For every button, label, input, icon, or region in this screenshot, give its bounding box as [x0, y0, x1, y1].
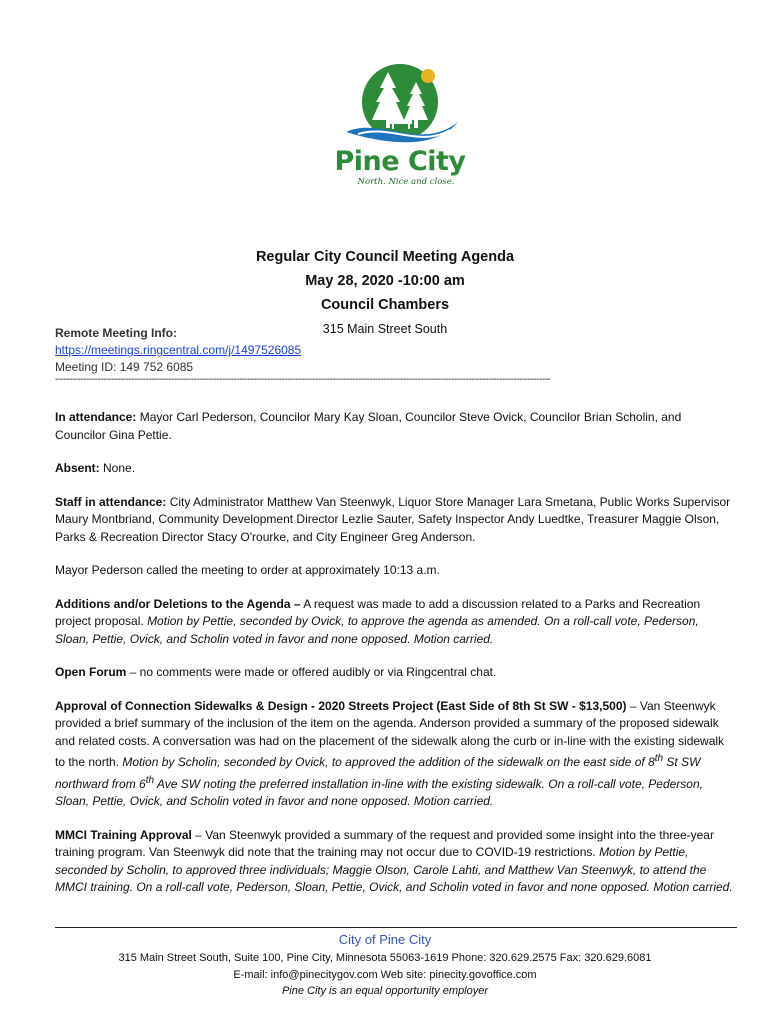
staff-paragraph: [55, 494, 735, 547]
sidewalks-paragraph: [55, 698, 735, 811]
mmci-paragraph: [55, 827, 735, 897]
additions-paragraph: [55, 596, 735, 649]
ringcentral-link[interactable]: https://meetings.ringcentral.com/j/1497526085: [55, 343, 302, 357]
remote-meeting-info: [55, 325, 301, 376]
minutes-body: [55, 409, 735, 913]
open-forum-text: – no comments were made or offered audibly or via Ringcentral chat.: [126, 665, 497, 679]
staff-text: City Administrator Matthew Van Steenwyk, Liquor Store Manager Lara Smetana, Public Works Supervisor Maury Montbriand, Community Development Director Lezlie Sauter, Safety Inspector Andy Luedtke, Treasurer Maggie Olson, Parks & Recreation Director Stacy O'rourke, and City Engineer Greg Anderson.: [55, 494, 731, 544]
dashed-separator: -------------------------------------------------------------------------------------------------------------------------------------------------------------------------------: [55, 374, 551, 385]
meeting-id: Meeting ID: 149 752 6085: [55, 360, 194, 374]
ordinal-suffix: th: [145, 774, 155, 786]
absent-paragraph: [55, 460, 735, 478]
meeting-title: Regular City Council Meeting Agenda: [255, 249, 515, 265]
sidewalks-motion-part-a: Motion by Scholin, seconded by Ovick, to approved the addition of the sidewalk on the east side of 8: [122, 755, 655, 769]
additions-label: Additions and/or Deletions to the Agenda –: [55, 596, 301, 611]
mmci-label: MMCI Training Approval: [55, 827, 192, 842]
attendance-label: In attendance:: [55, 410, 137, 424]
footer-address: 315 Main Street South, Suite 100, Pine City, Minnesota 55063-1619 Phone: 320.629.2575 Fax: 320.629.6081: [118, 952, 652, 964]
meeting-date: May 28, 2020 -10:00 am: [305, 273, 465, 289]
footer-contact: E-mail: info@pinecitygov.com Web site: pinecity.govoffice.com: [233, 968, 537, 981]
sidewalks-label: Approval of Connection Sidewalks & Design - 2020 Streets Project (East Side of 8th St SW - $13,500): [55, 698, 627, 713]
ordinal-suffix: th: [654, 753, 664, 764]
additions-text: A request was made to add a discussion related to a Parks and Recreation project proposal.: [55, 596, 701, 628]
meeting-address: 315 Main Street South: [322, 322, 448, 336]
sidewalks-motion-part-c: Ave SW noting the preferred installation in-line with the existing sidewalk. On a roll-call vote, Pederson, Sloan, Pettie, Ovick, and Scholin voted in favor and none opposed. Motion carried.: [55, 776, 703, 808]
footer-city-name: City of Pine City: [338, 932, 432, 947]
mmci-text: – Van Steenwyk provided a summary of the request and provided some insight into the three-year training program. Van Steenwyk did note that the training may not occur due to COVID-19 restrictions.: [55, 827, 714, 859]
sidewalks-motion: [55, 755, 703, 808]
staff-label: Staff in attendance:: [55, 494, 167, 509]
absent-label: Absent:: [55, 461, 100, 475]
open-forum-label: Open Forum: [55, 665, 127, 679]
attendance-paragraph: [55, 409, 735, 444]
footer-divider: [55, 927, 737, 928]
meeting-location: Council Chambers: [320, 297, 450, 313]
logo-tagline: North. Nice and close.: [357, 177, 455, 187]
open-forum-paragraph: [55, 664, 735, 682]
pine-city-logo: [320, 60, 480, 188]
sidewalks-text: – Van Steenwyk provided a brief summary of the inclusion of the item on the agenda. Anderson provided a summary of the proposed sidewalk and related costs. A conversation was had on the placement of the sidewalk along the curb or in-line with the existing sidewalk to the north.: [55, 698, 725, 769]
footer-eo-statement: Pine City is an equal opportunity employer: [281, 985, 489, 997]
logo-name: Pine City: [334, 146, 466, 177]
additions-motion: Motion by Pettie, seconded by Ovick, to approve the agenda as amended. On a roll-call vote, Pederson, Sloan, Pettie, Ovick, and Scholin voted in favor and none opposed. Motion carried.: [55, 614, 699, 646]
mmci-motion: Motion by Pettie, seconded by Scholin, to approved three individuals; Maggie Olson, Carole Lahti, and Matthew Van Steenwyk, to attend the MMCI training. On a roll-call vote, Pederson, Sloan, Pettie, Ovick, and Scholin voted in favor and none opposed. Motion carried.: [55, 845, 733, 894]
absent-text: None.: [99, 461, 136, 475]
sidewalks-motion-part-b: St SW northward from 6: [55, 755, 701, 791]
remote-info-label: Remote Meeting Info:: [55, 326, 177, 340]
call-to-order-paragraph: Mayor Pederson called the meeting to order at approximately 10:13 a.m.: [55, 563, 440, 577]
page-footer: [0, 930, 770, 1000]
attendance-text: Mayor Carl Pederson, Councilor Mary Kay Sloan, Councilor Steve Ovick, Councilor Brian Scholin, and Councilor Gina Pettie.: [55, 410, 682, 442]
logo-emblem: [346, 64, 458, 142]
